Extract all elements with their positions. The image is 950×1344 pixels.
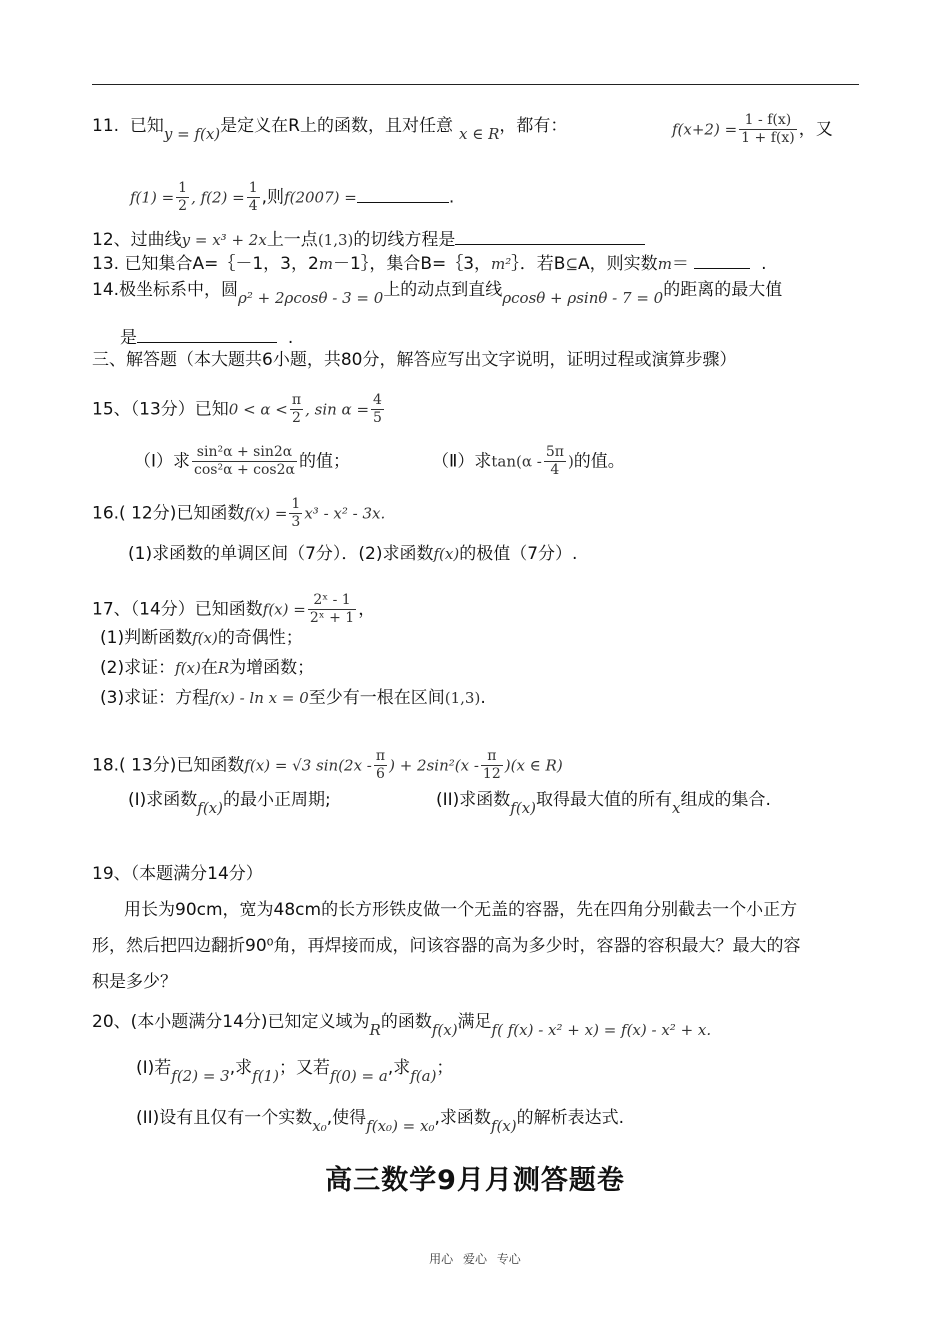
q15-line1: 15、（13分）已知0 < α < $\frac{\pi}{2}$ , sin α = $\frac{4}{5}$ [92,392,382,426]
q19-line2: 形，然后把四边翻折90⁰角，再焊接而成，问该容器的高为多少时，容器的容积最大？最大的容 [92,936,801,956]
q17-line1: 17、（14分）已知函数f(x) = $\frac{\text{2ˣ - 1}}{\text{2ˣ + 1}}$ ， [92,592,376,626]
answer-blank-14 [137,324,277,343]
q18-line2: (I)求函数f(x)的最小正周期; [128,790,331,817]
q13-line: 13. 已知集合A=｛－1，3，2m－1｝，集合B=｛3，m²｝．若B⊆A，则实数m＝ . [92,250,767,276]
answer-blank-13 [694,250,750,269]
q18-part2: (II)求函数f(x)取得最大值的所有x组成的集合. [436,790,771,817]
q19-line1: 用长为90cm，宽为48cm的长方形铁皮做一个无盖的容器，先在四角分别截去一个小正方 [124,900,798,920]
q11-line2: f(1) = $\frac{1}{2}$ , f(2) = $\frac{1}{4}$ ,则f(2007) = . [130,180,455,214]
q15-line2: （Ⅰ）求 $\frac{\text{sin²α + sin2α}}{\text{cos²α + cos2α}}$ 的值； [134,444,350,478]
q19-heading: 19、（本题满分14分） [92,864,263,884]
q17-part3: (3)求证：方程f(x) - ln x = 0至少有一根在区间(1,3). [100,688,486,708]
q16-line1: 16.( 12分)已知函数f(x) = $\frac{1}{3}$ x³ - x² - 3x. [92,496,386,530]
q15-part2: （Ⅱ）求tan(α - $\frac{5\pi}{4}$ )的值。 [432,444,625,478]
q11-line1: 11. 已知y = f(x)是定义在R上的函数，且对任意 x ∈ R，都有： [92,116,568,143]
q20-line1: 20、(本小题满分14分)已知定义域为R的函数f(x)满足f( f(x) - x² + x) = f(x) - x² + x. [92,1012,712,1039]
answer-sheet-title: 高三数学9月月测答题卷 [325,1165,625,1196]
top-rule [92,84,859,85]
section-3-heading: 三、解答题（本大题共6小题，共80分，解答应写出文字说明，证明过程或演算步骤） [92,350,737,370]
q17-part1: (1)判断函数f(x)的奇偶性； [100,628,303,648]
answer-blank-11 [357,184,449,203]
q19-line3: 积是多少？ [92,972,177,992]
q18-line1: 18.( 13分)已知函数f(x) = √3 sin(2x - $\frac{\pi}{6}$ ) + 2sin²(x - $\frac{\pi}{12}$ )(x ∈ R) [92,748,563,782]
q20-part2: (II)设有且仅有一个实数x₀,使得f(x₀) = x₀,求函数f(x)的解析表达式. [136,1108,625,1135]
q11-formula: f(x+2) = $\frac{1 - f(x)}{1 + f(x)}$ ，又 [672,112,833,146]
q20-part1: (I)若f(2) = 3,求f(1)；又若f(0) = a,求f(a)； [136,1058,454,1085]
q12-line: 12、过曲线y = x³ + 2x上一点(1,3)的切线方程是 [92,226,645,252]
q14-line1: 14.极坐标系中，圆ρ² + 2ρcosθ - 3 = 0上的动点到直线ρcosθ + ρsinθ - 7 = 0的距离的最大值 [92,280,783,307]
q17-part2: (2)求证：f(x)在R为增函数； [100,658,315,678]
answer-blank-12 [455,226,645,245]
q16-line2: (1)求函数的单调区间（7分）．(2)求函数f(x)的极值（7分）. [128,544,578,564]
q14-line2: 是 . [120,324,293,350]
page-footer: 用心 爱心 专心 [429,1252,521,1266]
